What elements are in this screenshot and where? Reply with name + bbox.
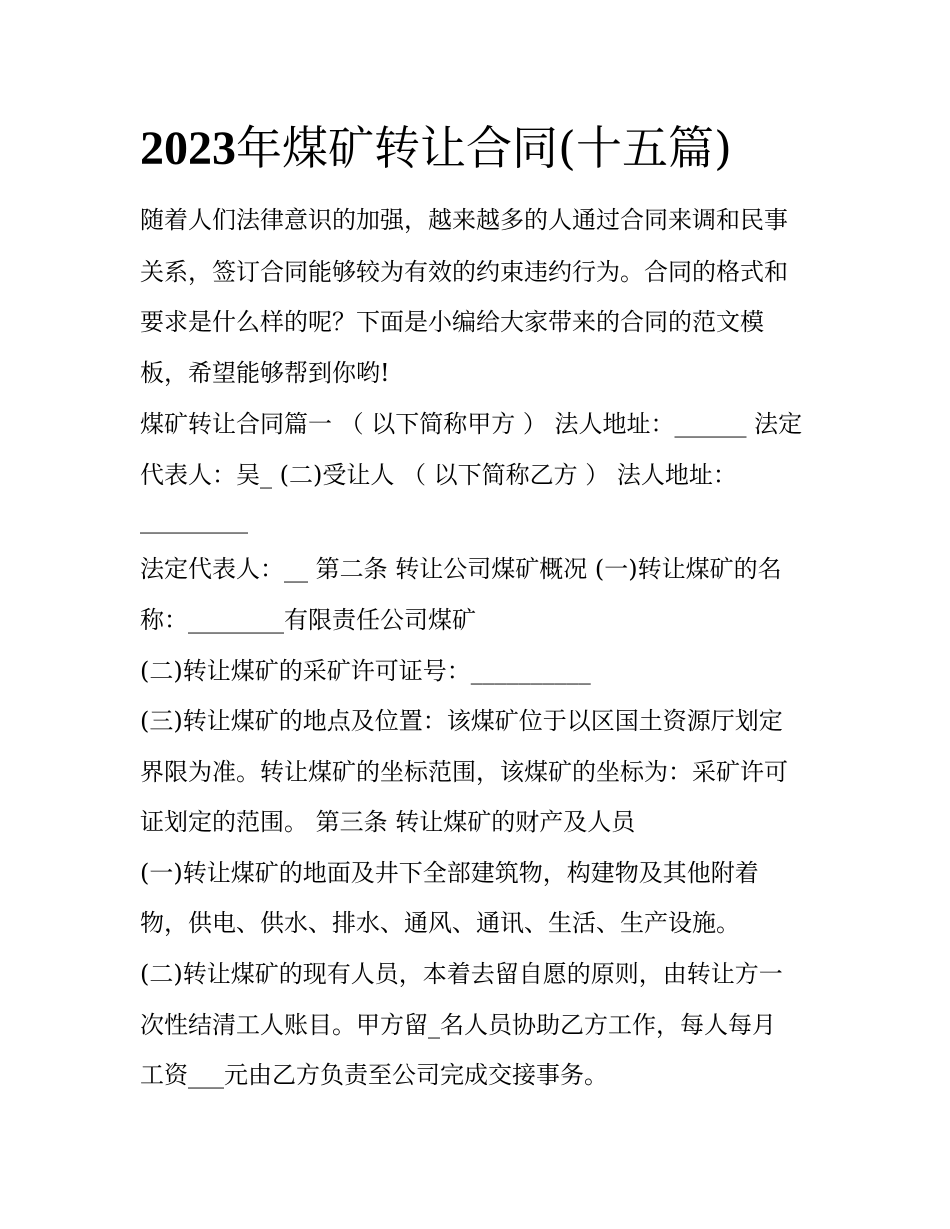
paragraph-line: 证划定的范围。 第三条 转让煤矿的财产及人员: [140, 808, 636, 836]
paragraph-line: 代表人：吴_ (二)受让人 （ 以下简称乙方 ） 法人地址：: [140, 461, 737, 489]
paragraph-line: (二)转让煤矿的现有人员，本着去留自愿的原则，由转让方一: [140, 960, 783, 988]
title-year: 2023: [140, 122, 236, 175]
paragraph-line: 称：________有限责任公司煤矿: [140, 606, 476, 634]
paragraph-line: 次性结清工人账目。甲方留_名人员协助乙方工作，每人每月: [140, 1011, 776, 1039]
paragraph-line: _________: [140, 506, 248, 534]
paragraph-line: 关系，签订合同能够较为有效的约束违约行为。合同的格式和: [140, 258, 788, 286]
paragraph-line: 界限为准。转让煤矿的坐标范围，该煤矿的坐标为：采矿许可: [140, 758, 788, 786]
document-title: [140, 116, 732, 181]
paragraph-line: (三)转让煤矿的地点及位置：该煤矿位于以区国土资源厅划定: [140, 707, 783, 735]
paragraph-line: 物，供电、供水、排水、通风、通讯、生活、生产设施。: [140, 909, 740, 937]
paragraph-line: (一)转让煤矿的地面及井下全部建筑物，构建物及其他附着: [140, 859, 759, 887]
paragraph-line: 要求是什么样的呢？下面是小编给大家带来的合同的范文模: [140, 308, 764, 336]
paragraph-line: 法定代表人：__ 第二条 转让公司煤矿概况 (一)转让煤矿的名: [140, 555, 782, 583]
paragraph-line: 随着人们法律意识的加强，越来越多的人通过合同来调和民事: [140, 206, 788, 234]
title-text: 年煤矿转让合同(十五篇): [236, 121, 732, 175]
paragraph-line: 煤矿转让合同篇一 （ 以下简称甲方 ） 法人地址：______ 法定: [140, 410, 803, 438]
paragraph-line: 板，希望能够帮到你哟!: [140, 359, 390, 387]
paragraph-line: (二)转让煤矿的采矿许可证号：__________: [140, 657, 591, 685]
paragraph-line: 工资___元由乙方负责至公司完成交接事务。: [140, 1061, 608, 1089]
